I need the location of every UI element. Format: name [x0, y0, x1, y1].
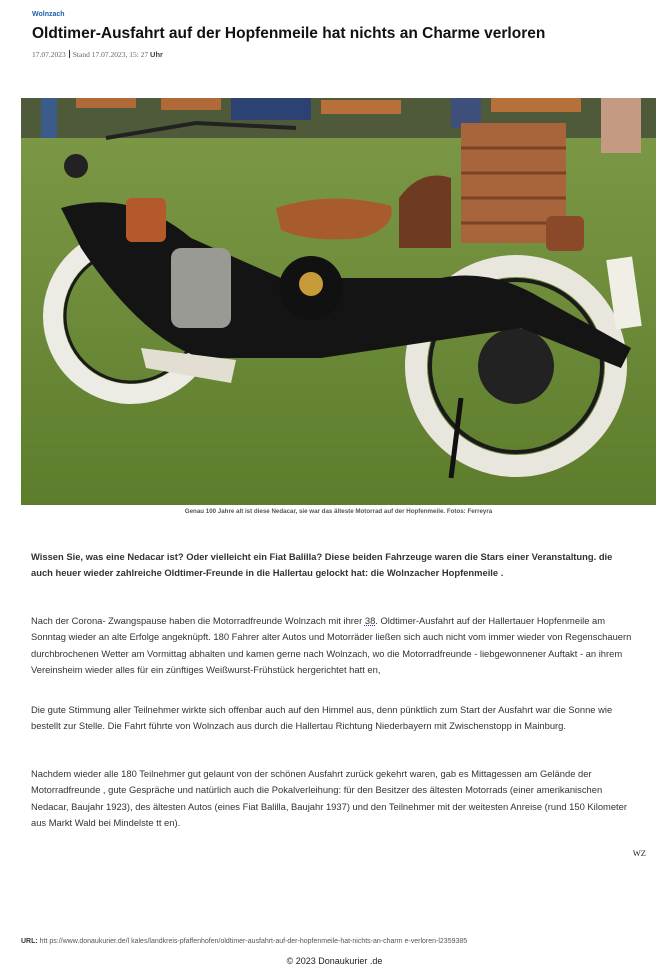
paragraph-1-text-b: . Oldtimer-Ausfahrt auf der Hallertauer Hopfenmeile am Sonntag wieder an alte Erfolge angeknüpft. 180 Fahrer alter Autos und Motorräder ließen sich auch nicht vom immer wieder von Regenschauern durchbrochenen Wetter am Vormittag abhalten und kamen gerne nach Wolnzach, wo die Motorradfreunde - liebgewonnener Auftakt - an ihrem Vereinsheim wieder alles für ein zünftiges Weißwurst-Frühstück hergerichtet hatt en, [31, 615, 632, 675]
article-paragraph-3: Nachdem wieder alle 180 Teilnehmer gut gelaunt von der schönen Ausfahrt zurück gekehrt waren, gab es Mittagessen am Gelände der Motorradfreunde , gute Gespräche und natürlich auch die Pokalverleihung: für den Besitzer des ältesten Motorrads (einer amerikanischen Nedacar, Baujahr 1923), des ältesten Autos (eines Fiat Balilla, Baujahr 1937) und den Teilnehmer mit der weitesten Anreise (rund 150 Kilometer aus Markt Wald bei Mindelste tt en). [31, 768, 627, 828]
source-url[interactable] [21, 938, 467, 945]
article-photo[interactable] [21, 98, 656, 505]
article-title: Oldtimer-Ausfahrt auf der Hopfenmeile hat nichts an Charme verloren [32, 25, 546, 42]
copyright-notice: © 2023 Donaukurier .de [286, 956, 383, 966]
url-label: URL: [21, 938, 38, 945]
author-signature: WZ [632, 848, 646, 858]
section-kicker[interactable]: Wolnzach [32, 11, 65, 18]
meta-separator [69, 50, 70, 58]
publish-date: 17.07.2023 [32, 50, 66, 59]
paragraph-1-text-a: Nach der Corona- Zwangspause haben die Motorradfreunde Wolnzach mit ihrer [31, 615, 365, 626]
url-text[interactable]: htt ps://www.donaukurier.de/l kales/landkreis-pfaffenhofen/oldtimer-ausfahrt-auf-der-hopfenmeile-hat-nichts-an-charm e-verloren-l2359385 [39, 938, 468, 945]
article-paragraph-1 [31, 613, 636, 678]
article-paragraph-2: Die gute Stimmung aller Teilnehmer wirkte sich offenbar auch auf den Himmel aus, denn pünktlich zum Start der Ausfahrt war die Sonne wie bestellt zur Stelle. Die Fahrt führte von Wolnzach aus durch die Hallertau Richtung Niederbayern mit Zwischenstopp in Mainburg. [31, 704, 613, 732]
photo-caption: Genau 100 Jahre alt ist diese Nedacar, sie war das älteste Motorrad auf der Hopfenmeile. Fotos: Ferreyra [184, 508, 493, 515]
stand-unit: Uhr [150, 50, 163, 59]
event-number-link[interactable]: 38 [364, 615, 376, 626]
stand-timestamp: Stand 17.07.2023, 15: 27 [72, 50, 149, 59]
article-meta [32, 50, 163, 59]
article-lead: Wissen Sie, was eine Nedacar ist? Oder vielleicht ein Fiat Balilla? Diese beiden Fahrzeuge waren die Stars einer Veranstaltung. die auch heuer wieder zahlreiche Oldtimer-Freunde in die Hallertau gelockt hat: die Wolnzacher Hopfenmeile . [31, 551, 613, 579]
motorcycle-photo-illustration [21, 98, 656, 505]
